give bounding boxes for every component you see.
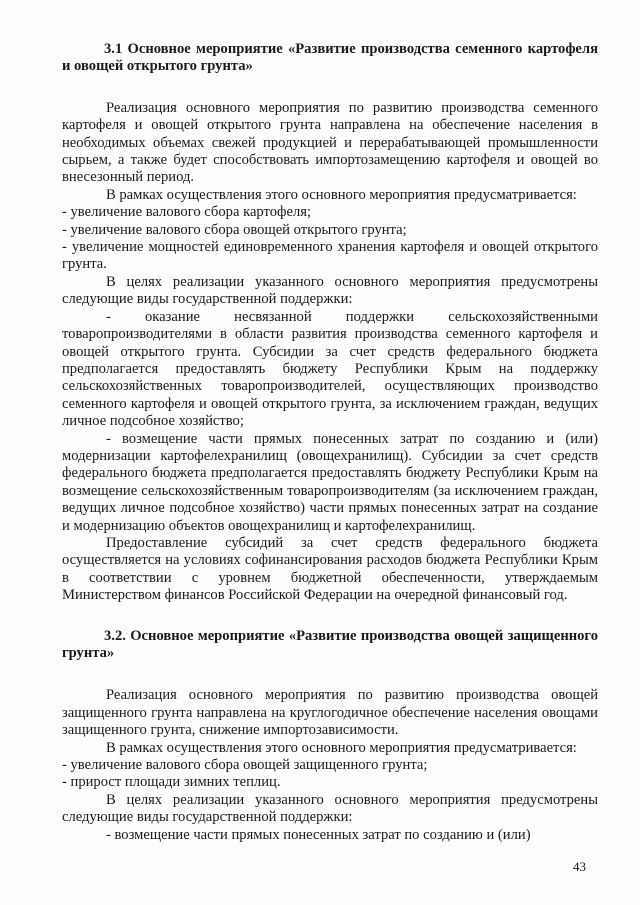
- section-1-paragraph-2: В рамках осуществления этого основного мероприятия предусматривается:: [106, 186, 577, 203]
- section-1-closing: Предоставление субсидий за счет средств федерального бюджета осуществляется на условиях софинансирования расходов бюджета Республики Крым в соответствии с уровнем бюджетной обеспеченности, утверждаемым Министерством финансов Российской Федерации на очередной финансовый год.: [62, 534, 598, 604]
- section-1-support-intro: В целях реализации указанного основного мероприятия предусмотрены следующие виды государственной поддержки:: [62, 273, 598, 308]
- section-2-support-item-1: - возмещение части прямых понесенных затрат по созданию и (или): [106, 826, 531, 843]
- section-1-paragraph-1: Реализация основного мероприятия по развитию производства семенного картофеля и овощей открытого грунта направлена на обеспечение населения в необходимых объемах свежей продукцией и перерабатывающей промышленности сырьем, а также будет способствовать импортозамещению картофеля и овощей во внесезонный период.: [62, 99, 598, 186]
- section-1-list-item-1: - увеличение валового сбора картофеля;: [62, 204, 311, 221]
- section-1-list-item-2: - увеличение валового сбора овощей открытого грунта;: [62, 221, 407, 238]
- section-2-paragraph-2: В рамках осуществления этого основного мероприятия предусматривается:: [106, 739, 577, 756]
- page-content: [62, 41, 598, 844]
- section-2-list-item-2: - прирост площади зимних теплиц.: [62, 774, 281, 791]
- page-number: 43: [573, 859, 586, 874]
- section-2-paragraph-1: Реализация основного мероприятия по развитию производства овощей защищенного грунта направлена на круглогодичное обеспечение населения овощами защищенного грунта, снижение импортозависимости.: [62, 687, 598, 739]
- section-1-support-item-2: - возмещение части прямых понесенных затрат по созданию и (или) модернизации картофелехранилищ (овощехранилищ). Субсидии за счет средств федерального бюджета предполагается предоставлять бюджету Республики Крым на возмещение сельскохозяйственным товаропроизводителям (за исключением граждан, ведущих личное подсобное хозяйство) части прямых понесенных затрат на создание и модернизацию объектов овощехранилищ и картофелехранилищ.: [62, 430, 598, 534]
- section-2-support-intro: В целях реализации указанного основного мероприятия предусмотрены следующие виды государственной поддержки:: [62, 791, 598, 826]
- section-1-support-item-1: - оказание несвязанной поддержки сельскохозяйственными товаропроизводителями в области развития производства семенного картофеля и овощей открытого грунта. Субсидии за счет средств федерального бюджета предполагается предоставлять бюджету Республики Крым на поддержку сельскохозяйственных товаропроизводителей, осуществляющих производство семенного картофеля и овощей открытого грунта, за исключением граждан, ведущих личное подсобное хозяйство;: [62, 308, 598, 430]
- section-1-list-item-3: - увеличение мощностей единовременного хранения картофеля и овощей открытого грунта.: [62, 239, 598, 273]
- section-1-heading: 3.1 Основное мероприятие «Развитие производства семенного картофеля и овощей открытого грунта»: [62, 41, 598, 75]
- section-2-list-item-1: - увеличение валового сбора овощей защищенного грунта;: [62, 757, 428, 774]
- section-2-heading: 3.2. Основное мероприятие «Развитие производства овощей защищенного грунта»: [62, 627, 598, 661]
